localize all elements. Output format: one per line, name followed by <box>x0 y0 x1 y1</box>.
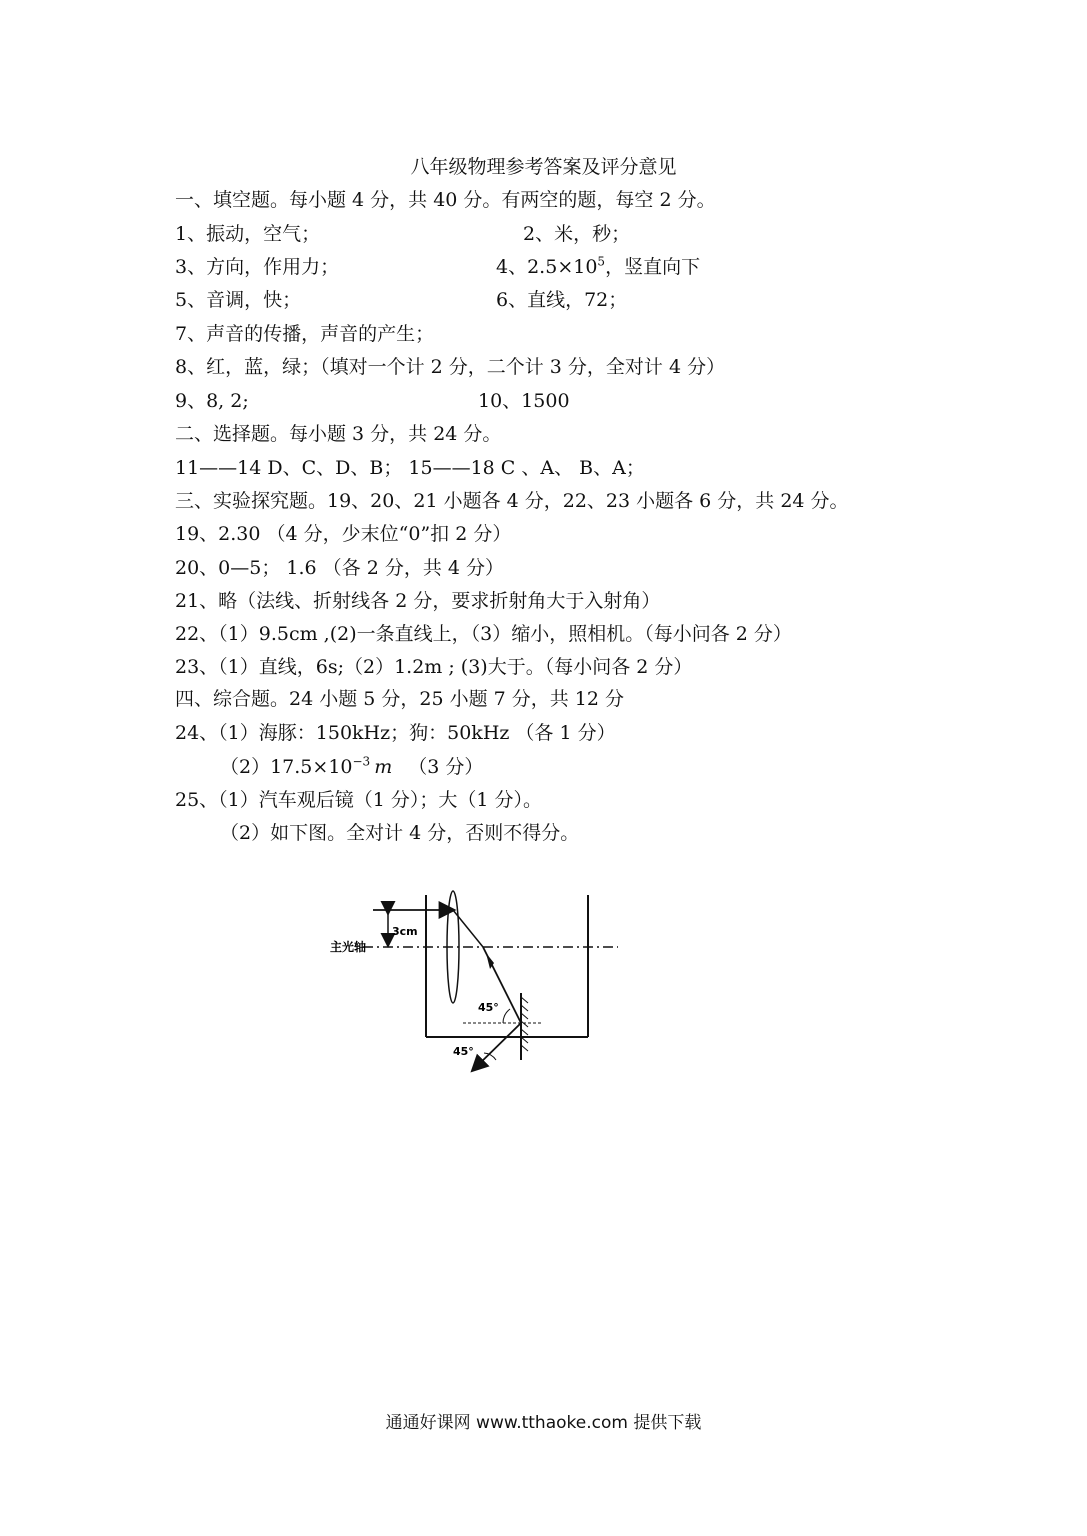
answer-21: 21、略（法线、折射线各 2 分，要求折射角大于入射角） <box>175 590 661 612</box>
page-title: 八年级物理参考答案及评分意见 <box>410 156 677 178</box>
answer-3: 3、方向，作用力； <box>175 256 340 278</box>
section2-heading: 二、选择题。每小题 3 分，共 24 分。 <box>175 423 502 445</box>
section2-answers: 11——14 D、C、D、B； 15——18 C 、A、 B、A； <box>175 457 645 479</box>
section3-heading: 三、实验探究题。19、20、21 小题各 4 分，22、23 小题各 6 分，共 24 分。 <box>175 490 849 512</box>
answer-4-prefix: 4、2.5 <box>496 256 558 278</box>
answer-25-1: 25、（1）汽车观后镜（1 分）；大（1 分）。 <box>175 789 543 811</box>
answer-22: 22、（1）9.5cm ,(2)一条直线上，（3）缩小，照相机。（每小问各 2 分） <box>175 623 792 645</box>
answer-10: 10、1500 <box>478 390 570 412</box>
answer-24-1: 24、（1）海豚：150kHz；狗：50kHz （各 1 分） <box>175 722 616 744</box>
answer-24-2-exponent: −3 <box>352 754 371 769</box>
answer-4-suffix: ，竖直向下 <box>605 256 701 278</box>
answer-4 <box>496 252 700 282</box>
answer-2: 2、米，秒； <box>523 223 631 245</box>
answer-20: 20、0—5； 1.6 （各 2 分，共 4 分） <box>175 557 504 579</box>
answer-23: 23、（1）直线，6s;（2）1.2m ; (3)大于。（每小问各 2 分） <box>175 656 693 678</box>
angle-label-1: 45° <box>478 1001 499 1014</box>
angle-label-2: 45° <box>453 1045 474 1058</box>
angle-arc-1 <box>503 1009 510 1023</box>
answer-25-2: （2）如下图。全对计 4 分，否则不得分。 <box>220 822 580 844</box>
mirror-hatching <box>521 997 528 1051</box>
answer-1: 1、振动，空气； <box>175 223 321 245</box>
answer-9: 9、8, 2; <box>175 390 249 412</box>
answer-7: 7、声音的传播，声音的产生； <box>175 323 435 345</box>
answer-24-2-prefix: （2）17.5×10 <box>220 756 353 778</box>
answer-6: 6、直线，72； <box>496 289 628 311</box>
answer-5: 5、音调，快； <box>175 289 302 311</box>
refracted-ray-1 <box>453 910 483 947</box>
distance-label: 3cm <box>392 925 418 938</box>
footer-source: 通通好课网 www.tthaoke.com 提供下载 <box>385 1413 702 1433</box>
section1-heading: 一、填空题。每小题 4 分，共 40 分。有两空的题，每空 2 分。 <box>175 189 716 211</box>
answer-19: 19、2.30 （4 分，少末位“0”扣 2 分） <box>175 523 512 545</box>
answer-24-2 <box>220 752 483 782</box>
axis-label: 主光轴 <box>330 940 367 954</box>
answer-24-2-score: （3 分） <box>408 756 484 778</box>
answer-24-2-unit: m <box>374 756 393 778</box>
optics-diagram <box>318 885 653 1085</box>
answer-4-exponent: 5 <box>597 254 606 269</box>
answer-4-times: ×10 <box>557 256 598 278</box>
answer-8: 8、红，蓝，绿；（填对一个计 2 分，二个计 3 分，全对计 4 分） <box>175 356 726 378</box>
section4-heading: 四、综合题。24 小题 5 分，25 小题 7 分，共 12 分 <box>175 688 625 710</box>
reflected-ray <box>473 1023 521 1070</box>
